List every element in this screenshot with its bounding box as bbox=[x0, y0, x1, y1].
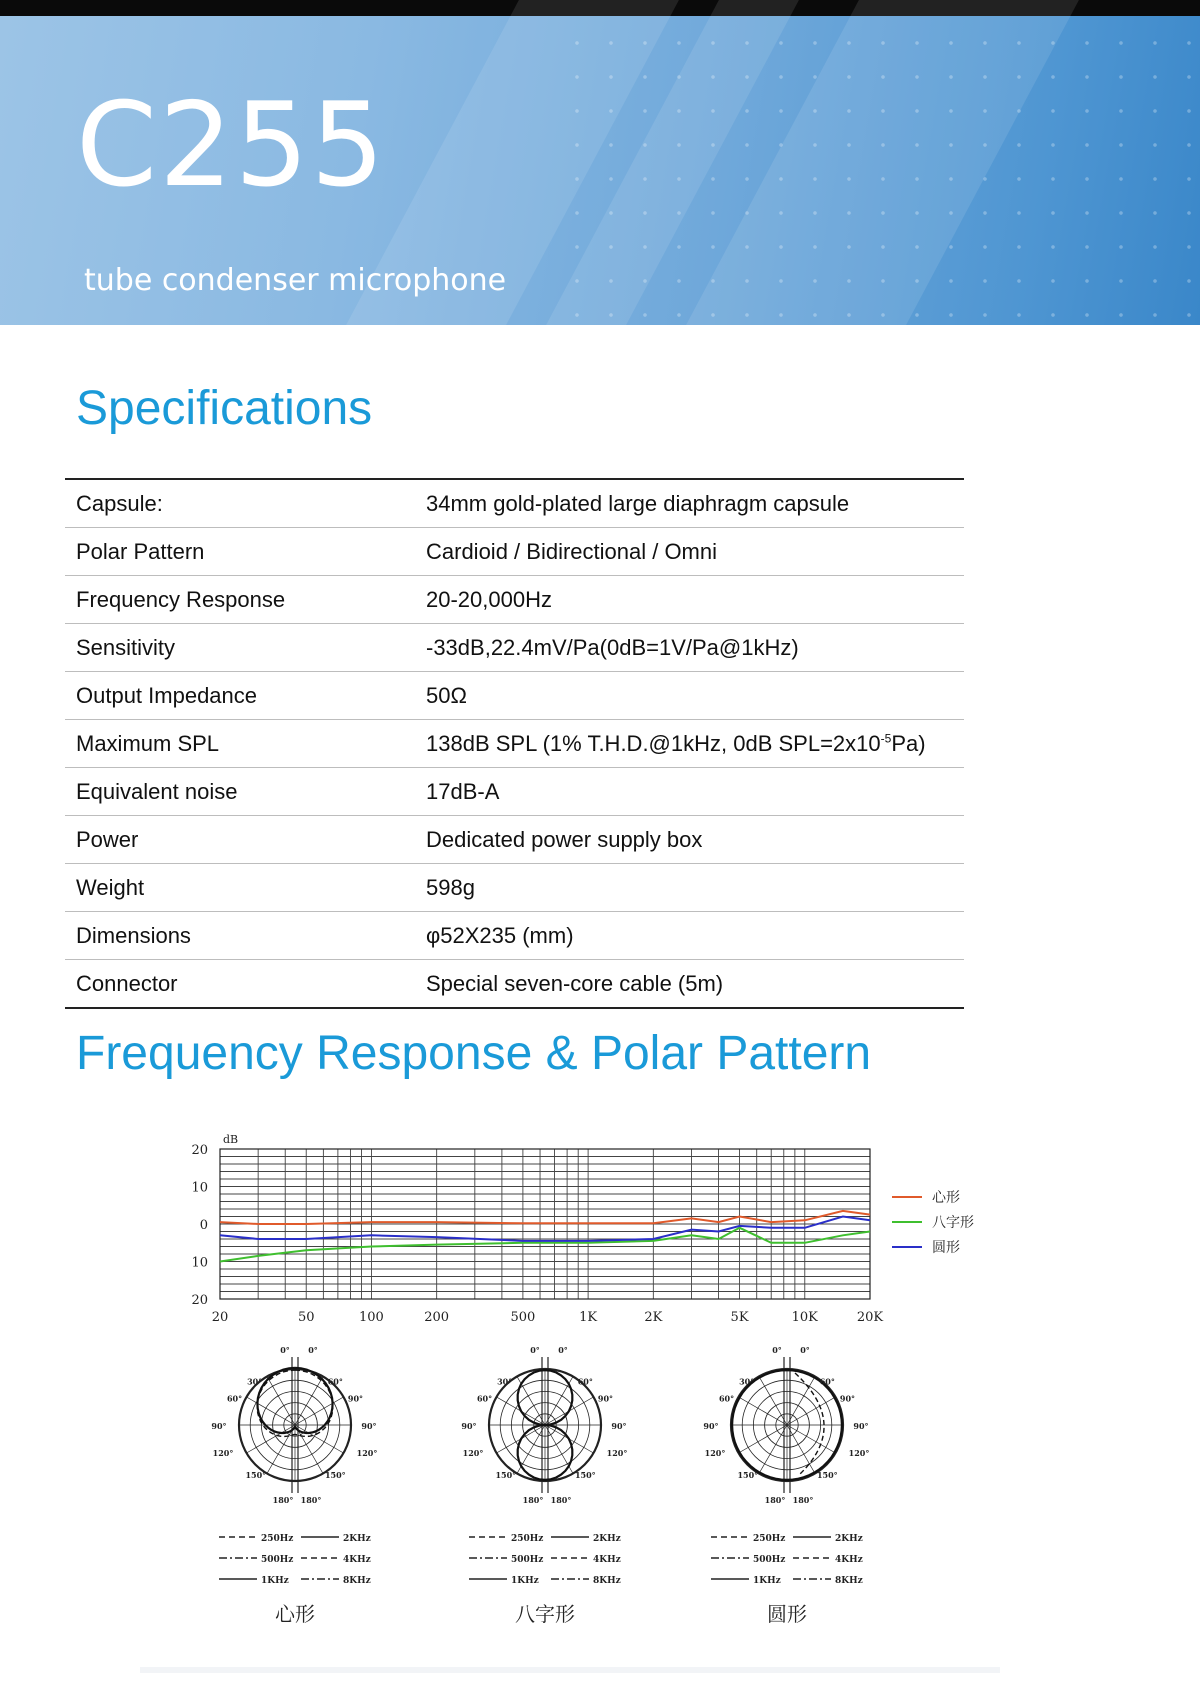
x-tick-label: 50 bbox=[297, 1310, 315, 1325]
polar-legend-label: 4KHz bbox=[593, 1555, 621, 1565]
polar-angle-label: 60° bbox=[476, 1393, 493, 1404]
polar-legend-label: 250Hz bbox=[753, 1534, 786, 1544]
polar-caption: 八字形 bbox=[515, 1602, 575, 1626]
frequency-response-chart bbox=[180, 1125, 1000, 1345]
polar-angle-label: 150° bbox=[737, 1470, 759, 1481]
spec-label: Connector bbox=[76, 970, 178, 996]
spec-label: Polar Pattern bbox=[76, 538, 205, 564]
polar-legend-label: 8KHz bbox=[593, 1576, 621, 1586]
y-tick-label: 0 bbox=[199, 1218, 208, 1233]
banner-dot-pattern bbox=[560, 26, 1200, 326]
polar-angle-label: 90° bbox=[211, 1421, 227, 1431]
spec-value: φ52X235 (mm) bbox=[426, 922, 574, 948]
product-title: C255 bbox=[76, 78, 387, 213]
spec-value: 17dB-A bbox=[426, 778, 500, 804]
polar-angle-label: 90° bbox=[611, 1421, 627, 1431]
polar-legend-label: 1KHz bbox=[511, 1576, 539, 1586]
polar-angle-label: 120° bbox=[848, 1447, 870, 1458]
spec-label: Output Impedance bbox=[76, 682, 258, 708]
polar-angle-label: 90° bbox=[461, 1421, 477, 1431]
polar-angle-label: 120° bbox=[462, 1447, 484, 1458]
spec-value: 34mm gold-plated large diaphragm capsule bbox=[426, 490, 850, 516]
polar-angle-label: 30° bbox=[497, 1376, 513, 1387]
polar-legend-label: 500Hz bbox=[511, 1555, 544, 1565]
spec-label: Power bbox=[76, 826, 139, 852]
polar-angle-label: 150° bbox=[245, 1470, 267, 1481]
spec-label: Weight bbox=[76, 874, 145, 900]
polar-angle-label: 90° bbox=[839, 1393, 856, 1404]
polar-legend-label: 2KHz bbox=[593, 1534, 621, 1544]
series-line bbox=[220, 1217, 870, 1241]
polar-plot bbox=[461, 1345, 627, 1626]
polar-angle-label: 90° bbox=[853, 1421, 869, 1431]
polar-angle-label: 0° bbox=[530, 1345, 540, 1355]
x-tick-label: 100 bbox=[359, 1310, 384, 1325]
polar-plot bbox=[703, 1345, 869, 1626]
y-tick-label: 20 bbox=[191, 1293, 208, 1308]
polar-angle-label: 90° bbox=[703, 1421, 719, 1431]
legend-label: 心形 bbox=[932, 1190, 960, 1206]
polar-legend-label: 4KHz bbox=[835, 1555, 863, 1565]
polar-angle-label: 0° bbox=[558, 1345, 568, 1355]
polar-angle-label: 120° bbox=[606, 1447, 628, 1458]
polar-legend-label: 250Hz bbox=[261, 1534, 294, 1544]
spec-value: 598g bbox=[426, 874, 475, 900]
y-tick-label: 10 bbox=[191, 1180, 208, 1196]
polar-angle-label: 180° bbox=[300, 1495, 322, 1505]
spec-value: 20-20,000Hz bbox=[426, 586, 552, 612]
frequency-response-svg bbox=[180, 1125, 1000, 1345]
polar-angle-label: 150° bbox=[574, 1470, 596, 1481]
product-subtitle: tube condenser microphone bbox=[84, 263, 507, 298]
polar-angle-label: 90° bbox=[361, 1421, 377, 1431]
polar-legend-label: 1KHz bbox=[261, 1576, 289, 1586]
spec-row bbox=[65, 480, 964, 528]
polar-angle-label: 90° bbox=[347, 1393, 364, 1404]
y-tick-label: 20 bbox=[191, 1143, 208, 1158]
polar-legend-label: 8KHz bbox=[343, 1576, 371, 1586]
spec-row bbox=[65, 624, 964, 672]
polar-angle-label: 0° bbox=[772, 1345, 782, 1355]
polar-angle-label: 120° bbox=[356, 1447, 378, 1458]
spec-value-superscript: -5 bbox=[880, 731, 892, 746]
polar-legend-label: 500Hz bbox=[753, 1555, 786, 1565]
x-tick-label: 200 bbox=[424, 1310, 450, 1325]
specifications-table bbox=[65, 478, 964, 1009]
polar-legend-label: 250Hz bbox=[511, 1534, 544, 1544]
polar-angle-label: 150° bbox=[324, 1470, 346, 1481]
spec-row bbox=[65, 816, 964, 864]
polar-legend-label: 2KHz bbox=[343, 1534, 371, 1544]
polar-angle-label: 60° bbox=[327, 1376, 343, 1387]
spec-label: Sensitivity bbox=[76, 634, 176, 660]
footer-line bbox=[140, 1667, 1000, 1673]
polar-angle-label: 120° bbox=[212, 1447, 234, 1458]
x-tick-label: 20 bbox=[211, 1310, 229, 1325]
y-tick-label: 10 bbox=[191, 1255, 208, 1271]
polar-legend-label: 4KHz bbox=[343, 1555, 371, 1565]
polar-angle-label: 60° bbox=[226, 1393, 243, 1404]
polar-angle-label: 150° bbox=[816, 1470, 838, 1481]
polar-angle-label: 180° bbox=[764, 1495, 786, 1505]
polar-angle-label: 180° bbox=[792, 1495, 814, 1505]
polar-angle-label: 0° bbox=[308, 1345, 318, 1355]
spec-value: -33dB,22.4mV/Pa(0dB=1V/Pa@1kHz) bbox=[426, 634, 799, 660]
polar-pattern-svg bbox=[200, 1345, 1020, 1635]
polar-pattern-section bbox=[200, 1345, 1020, 1635]
polar-angle-label: 60° bbox=[577, 1376, 593, 1387]
spec-row bbox=[65, 528, 964, 576]
spec-value: Dedicated power supply box bbox=[426, 826, 703, 852]
x-tick-label: 10K bbox=[791, 1310, 818, 1325]
x-tick-label: 20K bbox=[856, 1310, 884, 1325]
polar-caption: 圆形 bbox=[767, 1602, 807, 1626]
polar-legend-label: 2KHz bbox=[835, 1534, 863, 1544]
polar-angle-label: 60° bbox=[718, 1393, 735, 1404]
spec-value: 50Ω bbox=[426, 682, 467, 708]
polar-angle-label: 120° bbox=[704, 1447, 726, 1458]
header-banner bbox=[0, 16, 1200, 325]
polar-plot bbox=[211, 1345, 377, 1626]
spec-label: Frequency Response bbox=[76, 586, 286, 612]
polar-angle-label: 0° bbox=[280, 1345, 290, 1355]
polar-angle-label: 30° bbox=[247, 1376, 263, 1387]
spec-row bbox=[65, 864, 964, 912]
spec-row bbox=[65, 768, 964, 816]
polar-angle-label: 150° bbox=[495, 1470, 517, 1481]
polar-angle-label: 180° bbox=[272, 1495, 294, 1505]
polar-angle-label: 90° bbox=[597, 1393, 614, 1404]
spec-value: Special seven-core cable (5m) bbox=[426, 970, 724, 996]
spec-row bbox=[65, 576, 964, 624]
spec-value: 138dB SPL (1% T.H.D.@1kHz, 0dB $SPL=2x10^{-5}Pa$) bbox=[426, 730, 926, 756]
series-line bbox=[220, 1228, 870, 1262]
spec-label: Equivalent noise bbox=[76, 778, 238, 804]
polar-angle-label: 180° bbox=[522, 1495, 544, 1505]
spec-value: Cardioid / Bidirectional / Omni bbox=[426, 538, 718, 564]
polar-angle-label: 60° bbox=[819, 1376, 835, 1387]
polar-legend-label: 1KHz bbox=[753, 1576, 781, 1586]
spec-row bbox=[65, 672, 964, 720]
y-axis-label: dB bbox=[223, 1133, 239, 1146]
polar-angle-label: 0° bbox=[800, 1345, 810, 1355]
frequency-polar-heading: Frequency Response & Polar Pattern bbox=[76, 1027, 872, 1080]
x-tick-label: 1K bbox=[579, 1310, 598, 1325]
polar-caption: 心形 bbox=[275, 1602, 315, 1626]
polar-legend-label: 500Hz bbox=[261, 1555, 294, 1565]
specifications-heading: Specifications bbox=[76, 382, 373, 435]
x-tick-label: 2K bbox=[644, 1310, 663, 1325]
x-tick-label: 500 bbox=[510, 1310, 536, 1325]
spec-label: Dimensions bbox=[76, 922, 191, 948]
legend-label: 八字形 bbox=[932, 1215, 974, 1231]
spec-row bbox=[65, 960, 964, 1007]
polar-angle-label: 30° bbox=[739, 1376, 755, 1387]
spec-label: Maximum SPL bbox=[76, 730, 220, 756]
polar-legend-label: 8KHz bbox=[835, 1576, 863, 1586]
spec-label: Capsule: bbox=[76, 490, 163, 516]
legend-label: 圆形 bbox=[932, 1240, 960, 1256]
spec-row bbox=[65, 720, 964, 768]
x-tick-label: 5K bbox=[730, 1310, 749, 1325]
spec-row bbox=[65, 912, 964, 960]
series-line bbox=[220, 1211, 870, 1224]
polar-angle-label: 180° bbox=[550, 1495, 572, 1505]
